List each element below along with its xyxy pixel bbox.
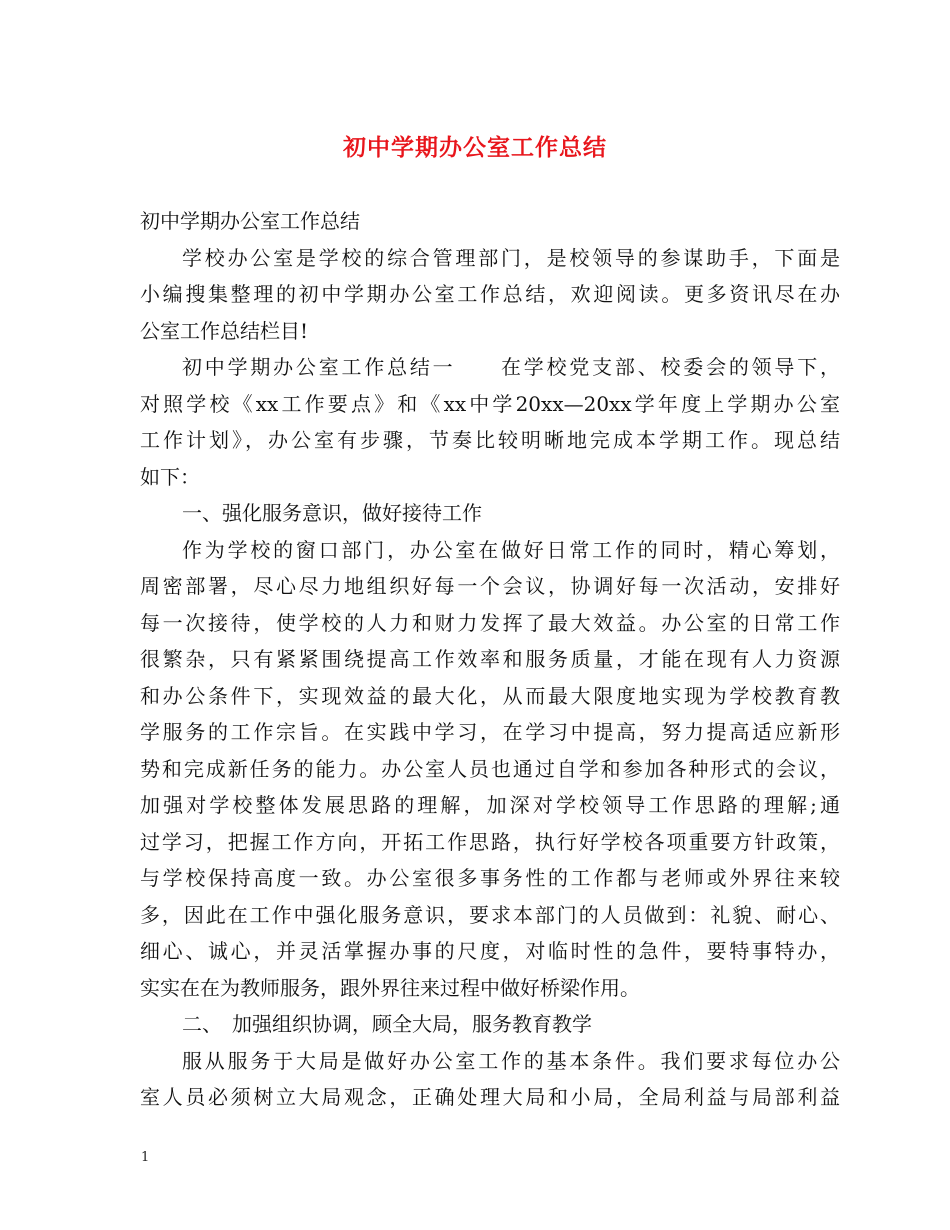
section-heading: 一、强化服务意识，做好接待工作 [182,501,482,525]
paragraph-line: 势和完成新任务的能力。办公室人员也通过自学和参加各种形式的会议， [140,756,840,781]
paragraph-line: 过学习，把握工作方向，开拓工作思路，执行好学校各项重要方针政策， [140,829,840,854]
paragraph-line: 工作计划》，办公室有步骤，节奏比较明晰地完成本学期工作。现总结 [140,428,840,452]
paragraph-line: 室人员必须树立大局观念，正确处理大局和小局，全局利益与局部利益 [140,1085,840,1109]
paragraph-line: 每一次接待，使学校的人力和财力发挥了最大效益。办公室的日常工作 [140,610,840,635]
paragraph-line: 公室工作总结栏目! [140,318,309,343]
document-body [140,203,840,1116]
paragraph-line: 周密部署，尽心尽力地组织好每一个会议，协调好每一次活动，安排好 [140,574,840,598]
paragraph-line: 服从服务于大局是做好办公室工作的基本条件。我们要求每位办公 [182,1048,840,1073]
paragraph-line: 加强对学校整体发展思路的理解，加深对学校领导工作思路的理解;通 [140,793,840,817]
paragraph-line: 很繁杂，只有紧紧围绕提高工作效率和服务质量，才能在现有人力资源 [140,647,840,671]
paragraph-line: 与学校保持高度一致。办公室很多事务性的工作都与老师或外界往来较 [140,866,840,890]
paragraph-line: 多，因此在工作中强化服务意识，要求本部门的人员做到：礼貌、耐心、 [140,902,840,927]
paragraph-line: 作为学校的窗口部门，办公室在做好日常工作的同时，精心筹划， [182,537,840,562]
paragraph-line: 初中学期办公室工作总结一 在学校党支部、校委会的领导下， [182,355,840,379]
paragraph-line: 小编搜集整理的初中学期办公室工作总结，欢迎阅读。更多资讯尽在办 [140,282,840,306]
paragraph-line: 对照学校《xx工作要点》和《xx中学20xx—20xx学年度上学期办公室 [140,391,840,416]
page-number: 1 [141,1150,150,1165]
paragraph-line: 细心、诚心，并灵活掌握办事的尺度，对临时性的急件，要特事特办， [140,939,840,963]
paragraph-line: 和办公条件下，实现效益的最大化，从而最大限度地实现为学校教育教 [140,683,840,708]
paragraph-line: 实实在在为教师服务，跟外界往来过程中做好桥梁作用。 [140,975,640,1000]
paragraph-line: 学校办公室是学校的综合管理部门，是校领导的参谋助手，下面是 [182,245,840,270]
subtitle-line: 初中学期办公室工作总结 [140,209,360,233]
document-title: 初中学期办公室工作总结 [343,135,607,161]
paragraph-line: 如下： [140,464,200,489]
section-heading: 二、 加强组织协调，顾全大局，服务教育教学 [182,1012,592,1036]
paragraph-line: 学服务的工作宗旨。在实践中学习，在学习中提高，努力提高适应新形 [140,720,840,744]
